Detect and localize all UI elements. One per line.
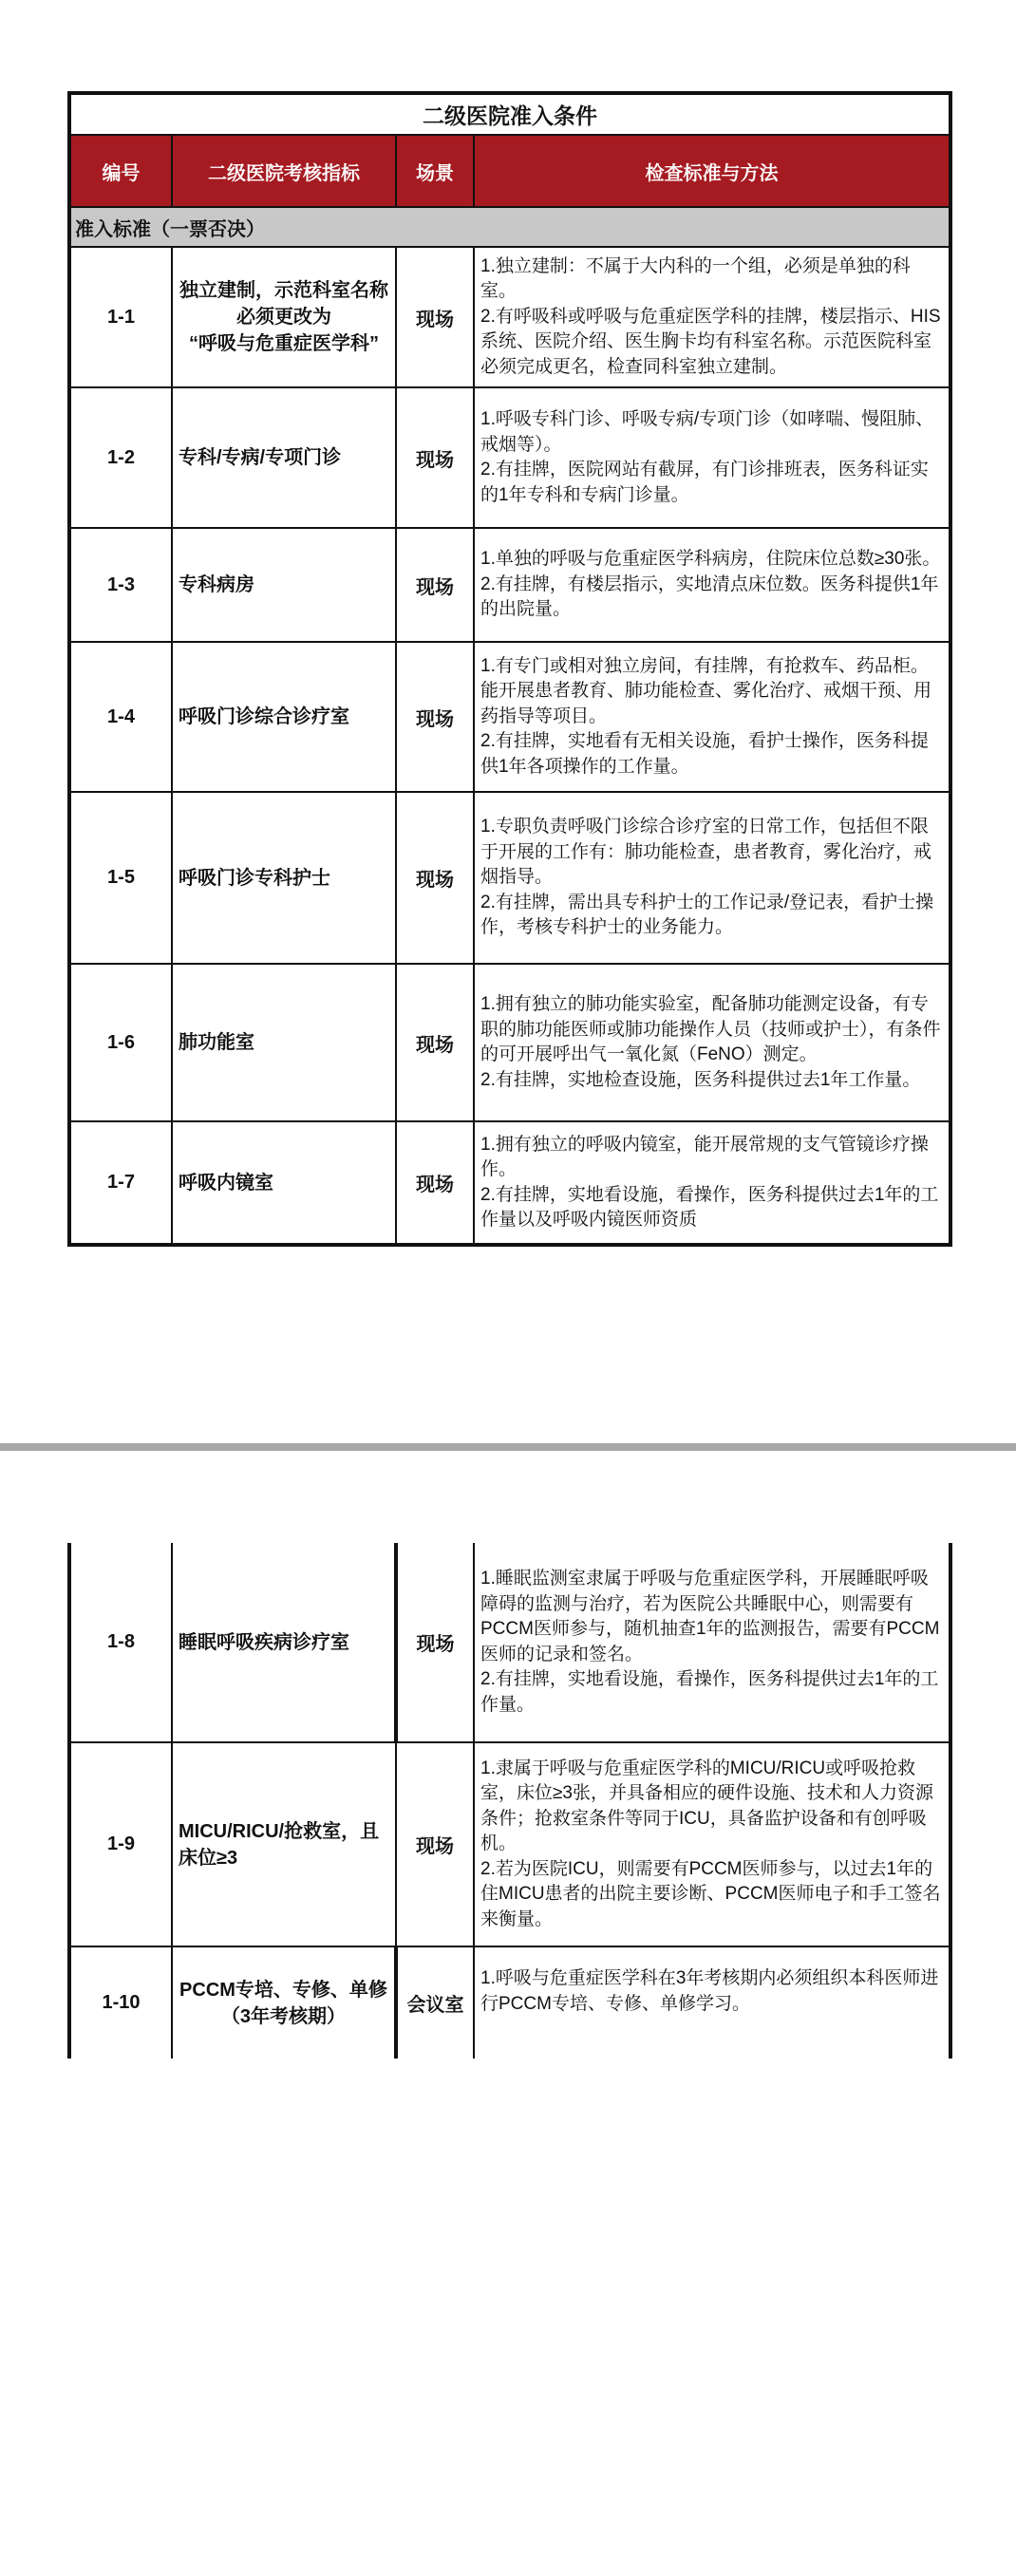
description-item: 1.单独的呼吸与危重症医学科病房，住院床位总数≥30张。 xyxy=(480,549,941,570)
table-row xyxy=(69,1742,950,1946)
row-description xyxy=(474,964,950,1121)
row-number: 1-4 xyxy=(69,642,172,792)
row-indicator: 睡眠呼吸疾病诊疗室 xyxy=(172,1543,396,1742)
header-row xyxy=(69,135,950,207)
row-description xyxy=(474,792,950,964)
page-divider xyxy=(0,1443,1016,1451)
row-scene: 现场 xyxy=(396,1121,474,1245)
row-description xyxy=(474,387,950,528)
table-title: 二级医院准入条件 xyxy=(69,93,950,135)
row-description xyxy=(474,247,950,387)
description-item: 1.专职负责呼吸门诊综合诊疗室的日常工作，包括但不限于开展的工作有：肺功能检查，患者教育，雾化治疗，戒烟指导。 xyxy=(480,817,932,888)
table-row xyxy=(69,642,950,792)
description-item: 2.若为医院ICU，则需要有PCCM医师参与，以过去1年的住MICU患者的出院主要诊断、PCCM医师电子和手工签名来衡量。 xyxy=(480,1858,941,1929)
description-item: 1.独立建制：不属于大内科的一个组，必须是单独的科室。 xyxy=(480,255,911,302)
description-item: 1.呼吸专科门诊、呼吸专病/专项门诊（如哮喘、慢阻肺、戒烟等）。 xyxy=(480,409,934,455)
indicator-line: “呼吸与危重症医学科” xyxy=(189,333,379,354)
indicator-line: 床位≥3 xyxy=(179,1847,238,1869)
row-number: 1-7 xyxy=(69,1121,172,1245)
row-indicator: 专科/专病/专项门诊 xyxy=(172,387,396,528)
description-item: 2.有挂牌，实地检查设施，医务科提供过去1年工作量。 xyxy=(480,1069,921,1090)
description-item: 2.有挂牌，实地看设施，看操作，医务科提供过去1年的工作量。 xyxy=(480,1669,939,1715)
row-indicator xyxy=(172,1946,396,2059)
row-indicator: 呼吸内镜室 xyxy=(172,1121,396,1245)
table-row xyxy=(69,792,950,964)
admission-criteria-table xyxy=(67,91,952,1247)
table-row xyxy=(69,964,950,1121)
header-scene: 场景 xyxy=(396,135,474,207)
description-item: 2.有挂牌，有楼层指示，实地清点床位数。医务科提供1年的出院量。 xyxy=(480,573,939,620)
row-description xyxy=(474,528,950,642)
section-label: 准入标准（一票否决） xyxy=(69,207,950,247)
row-number: 1-5 xyxy=(69,792,172,964)
row-description xyxy=(474,1121,950,1245)
table-row xyxy=(69,387,950,528)
description-item: 2.有挂牌，实地看有无相关设施，看护士操作，医务科提供1年各项操作的工作量。 xyxy=(480,731,929,777)
row-number: 1-3 xyxy=(69,528,172,642)
row-description xyxy=(474,1543,950,1742)
indicator-line: 独立建制，示范科室名称 xyxy=(179,280,388,301)
row-scene: 现场 xyxy=(396,642,474,792)
table-row xyxy=(69,1121,950,1245)
row-number: 1-2 xyxy=(69,387,172,528)
indicator-line: PCCM专培、专修、单修 xyxy=(179,1979,387,2001)
description-item: 1.隶属于呼吸与危重症医学科的MICU/RICU或呼吸抢救室，床位≥3张，并具备相应的硬件设施、技术和人力资源条件；抢救室条件等同于ICU，具备监护设备和有创呼吸机。 xyxy=(480,1758,933,1854)
description-item: 1.呼吸与危重症医学科在3年考核期内必须组织本科医师进行PCCM专培、专修、单修学习。 xyxy=(480,1968,939,2014)
admission-criteria-table-continued xyxy=(67,1543,952,2059)
row-number: 1-1 xyxy=(69,247,172,387)
header-method: 检查标准与方法 xyxy=(474,135,950,207)
row-indicator: 肺功能室 xyxy=(172,964,396,1121)
header-indicator: 二级医院考核指标 xyxy=(172,135,396,207)
description-item: 1.拥有独立的呼吸内镜室，能开展常规的支气管镜诊疗操作。 xyxy=(480,1134,929,1179)
table-row xyxy=(69,247,950,387)
description-item: 2.有挂牌，医院网站有截屏，有门诊排班表，医务科证实的1年专科和专病门诊量。 xyxy=(480,460,929,505)
row-scene: 现场 xyxy=(396,528,474,642)
row-number: 1-8 xyxy=(69,1543,172,1742)
row-indicator xyxy=(172,1742,396,1946)
description-item: 1.有专门或相对独立房间，有挂牌，有抢救车、药品柜。能开展患者教育、肺功能检查、雾化治疗、戒烟干预、用药指导等项目。 xyxy=(480,655,932,726)
table-row xyxy=(69,1543,950,1742)
row-indicator xyxy=(172,247,396,387)
row-scene: 现场 xyxy=(396,792,474,964)
row-scene: 会议室 xyxy=(396,1946,474,2059)
description-item: 1.拥有独立的肺功能实验室，配备肺功能测定设备，有专职的肺功能医师或肺功能操作人员（技师或护士），有条件的可开展呼出气一氧化氮（FeNO）测定。 xyxy=(480,994,941,1064)
row-indicator: 专科病房 xyxy=(172,528,396,642)
description-item: 2.有挂牌，实地看设施，看操作，医务科提供过去1年的工作量以及呼吸内镜医师资质 xyxy=(480,1184,939,1230)
row-description xyxy=(474,1742,950,1946)
row-scene: 现场 xyxy=(396,1742,474,1946)
row-indicator: 呼吸门诊综合诊疗室 xyxy=(172,642,396,792)
row-number: 1-10 xyxy=(69,1946,172,2059)
row-indicator: 呼吸门诊专科护士 xyxy=(172,792,396,964)
row-description xyxy=(474,1946,950,2059)
table-row xyxy=(69,1946,950,2059)
row-scene: 现场 xyxy=(396,964,474,1121)
description-item: 2.有呼吸科或呼吸与危重症医学科的挂牌，楼层指示、HIS系统、医院介绍、医生胸卡均有科室名称。示范医院科室必须完成更名，检查同科室独立建制。 xyxy=(480,306,941,377)
indicator-line: （3年考核期） xyxy=(220,2005,347,2027)
indicator-line: 必须更改为 xyxy=(236,307,331,328)
row-scene: 现场 xyxy=(396,1543,474,1742)
row-number: 1-9 xyxy=(69,1742,172,1946)
row-number: 1-6 xyxy=(69,964,172,1121)
header-no: 编号 xyxy=(69,135,172,207)
row-scene: 现场 xyxy=(396,247,474,387)
indicator-line: MICU/RICU/抢救室，且 xyxy=(179,1820,380,1842)
description-item: 1.睡眠监测室隶属于呼吸与危重症医学科，开展睡眠呼吸障碍的监测与治疗，若为医院公共睡眠中心，则需要有PCCM医师参与，随机抽查1年的监测报告，需要有PCCM医师的记录和签名。 xyxy=(480,1569,940,1664)
table-row xyxy=(69,528,950,642)
row-description xyxy=(474,642,950,792)
description-item: 2.有挂牌，需出具专科护士的工作记录/登记表，看护士操作，考核专科护士的业务能力。 xyxy=(480,892,934,938)
row-scene: 现场 xyxy=(396,387,474,528)
